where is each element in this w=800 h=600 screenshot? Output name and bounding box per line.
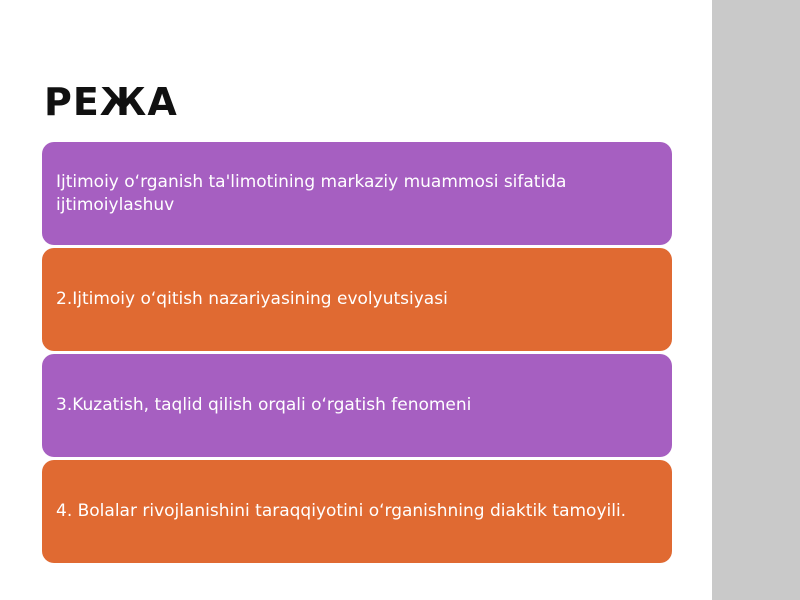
agenda-item-text: Ijtimoiy o‘rganish ta'limotining markaziy muammosi sifatida ijtimoiylashuv xyxy=(56,171,567,215)
agenda-list xyxy=(42,142,672,566)
agenda-item-4 xyxy=(42,460,672,563)
agenda-item-3 xyxy=(42,354,672,457)
slide-title: РЕЖА xyxy=(44,80,178,124)
agenda-item-text: 2.Ijtimoiy o‘qitish nazariyasining evolyutsiyasi xyxy=(56,289,448,309)
agenda-item-2 xyxy=(42,248,672,351)
agenda-item-1 xyxy=(42,142,672,245)
agenda-item-text: 3.Kuzatish, taqlid qilish orqali o‘rgatish fenomeni xyxy=(56,395,472,415)
agenda-item-text: 4. Bolalar rivojlanishini taraqqiyotini o‘rganishning diaktik tamoyili. xyxy=(56,501,627,521)
side-strip xyxy=(712,0,800,600)
